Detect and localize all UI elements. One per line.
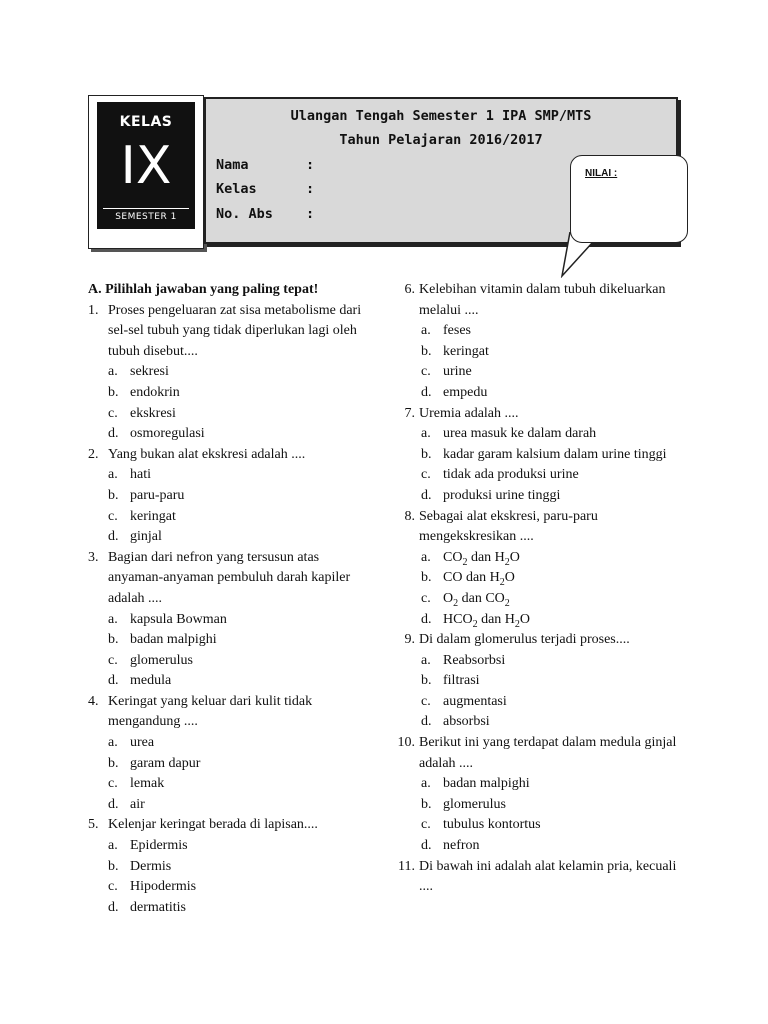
option-text: dermatitis xyxy=(130,899,186,915)
answer-option[interactable] xyxy=(88,610,368,631)
question-number: 4. xyxy=(88,693,99,709)
answer-option[interactable] xyxy=(88,774,368,795)
answer-option[interactable] xyxy=(395,486,685,507)
option-text: tubulus kontortus xyxy=(443,817,541,833)
answer-option[interactable] xyxy=(395,362,685,383)
option-letter: b. xyxy=(421,570,432,586)
questions-column-left xyxy=(88,280,368,918)
option-letter: d. xyxy=(108,796,119,812)
option-text: urea masuk ke dalam darah xyxy=(443,426,597,442)
answer-option[interactable] xyxy=(88,671,368,692)
option-letter: b. xyxy=(108,384,119,400)
option-letter: a. xyxy=(108,838,118,854)
question-number: 11. xyxy=(398,858,415,874)
option-text: filtrasi xyxy=(443,673,480,689)
option-text: keringat xyxy=(443,343,489,359)
answer-option[interactable] xyxy=(88,362,368,383)
answer-option[interactable] xyxy=(88,795,368,816)
question-text: Di dalam glomerulus terjadi proses.... xyxy=(419,632,630,648)
option-text: produksi urine tinggi xyxy=(443,487,561,503)
academic-year: Tahun Pelajaran 2016/2017 xyxy=(339,132,543,148)
question-number: 1. xyxy=(88,302,99,318)
class-field[interactable] xyxy=(216,181,314,197)
option-letter: c. xyxy=(108,652,118,668)
formula-subscript: 2 xyxy=(504,556,510,568)
option-text: paru-paru xyxy=(130,487,185,503)
option-text: badan malpighi xyxy=(130,632,217,648)
section-heading: A. Pilihlah jawaban yang paling tepat! xyxy=(88,282,319,297)
question-3 xyxy=(88,548,368,610)
formula-text: O xyxy=(504,570,515,586)
class-separator: : xyxy=(306,181,315,197)
option-text xyxy=(443,590,510,609)
question-2 xyxy=(88,445,368,466)
question-7 xyxy=(395,404,685,425)
answer-option[interactable] xyxy=(395,815,685,836)
option-text: feses xyxy=(443,323,471,339)
question-number: 6. xyxy=(404,282,415,297)
question-number: 3. xyxy=(88,549,99,565)
option-text: garam dapur xyxy=(130,755,201,771)
question-text: Yang bukan alat ekskresi adalah .... xyxy=(108,446,306,462)
answer-option[interactable] xyxy=(395,836,685,857)
option-letter: b. xyxy=(108,487,119,503)
option-text: medula xyxy=(130,673,172,689)
option-letter: b. xyxy=(421,343,432,359)
option-text: nefron xyxy=(443,838,480,854)
option-text xyxy=(443,549,520,568)
option-text: empedu xyxy=(443,384,488,400)
option-letter: a. xyxy=(421,426,431,442)
option-letter: a. xyxy=(108,735,118,751)
option-text: air xyxy=(130,796,145,812)
grade-label: IX xyxy=(120,136,172,196)
option-letter: b. xyxy=(421,673,432,689)
question-11 xyxy=(395,857,685,898)
formula-text: O xyxy=(509,549,520,565)
absence-number-label: No. Abs xyxy=(216,206,273,222)
option-letter: d. xyxy=(421,714,432,730)
question-8 xyxy=(395,507,685,548)
option-letter: b. xyxy=(108,632,119,648)
question-number: 8. xyxy=(404,508,415,524)
score-label: NILAI : xyxy=(585,168,618,179)
answer-option[interactable] xyxy=(88,898,368,919)
formula-subscript: 2 xyxy=(514,618,520,630)
option-text: urine xyxy=(443,364,472,380)
option-text: glomerulus xyxy=(130,652,193,668)
option-text: endokrin xyxy=(130,384,180,400)
option-text: Epidermis xyxy=(130,838,188,854)
question-text: Uremia adalah .... xyxy=(419,405,519,421)
answer-option[interactable] xyxy=(88,754,368,775)
question-5 xyxy=(88,815,368,836)
option-text: hati xyxy=(130,467,151,483)
formula-subscript: 2 xyxy=(504,597,510,609)
question-number: 2. xyxy=(88,446,99,462)
kelas-label: KELAS xyxy=(119,114,173,130)
formula-text: O xyxy=(443,590,454,606)
formula-text: CO dan H xyxy=(443,570,500,586)
answer-option[interactable] xyxy=(395,383,685,404)
answer-option[interactable] xyxy=(395,465,685,486)
question-9 xyxy=(395,630,685,651)
option-letter: c. xyxy=(421,364,431,380)
option-text: glomerulus xyxy=(443,796,506,812)
option-text xyxy=(443,611,531,630)
option-text: kapsula Bowman xyxy=(130,611,227,627)
answer-option[interactable] xyxy=(88,836,368,857)
option-letter: c. xyxy=(108,508,118,524)
option-letter: a. xyxy=(108,467,118,483)
option-text: augmentasi xyxy=(443,693,507,709)
answer-option[interactable] xyxy=(395,795,685,816)
answer-option[interactable] xyxy=(395,445,685,466)
exam-title: Ulangan Tengah Semester 1 IPA SMP/MTS xyxy=(290,108,592,124)
option-letter: b. xyxy=(421,796,432,812)
score-box[interactable] xyxy=(570,155,688,243)
semester-label: SEMESTER 1 xyxy=(103,208,189,222)
option-text: Hipodermis xyxy=(130,879,197,895)
option-letter: c. xyxy=(108,879,118,895)
option-letter: c. xyxy=(108,776,118,792)
option-letter: c. xyxy=(421,817,431,833)
formula-text: CO xyxy=(443,549,463,565)
name-separator: : xyxy=(306,157,315,173)
questions-column-right xyxy=(395,280,685,898)
class-badge xyxy=(88,95,204,249)
option-text: Reabsorbsi xyxy=(443,652,506,668)
class-label: Kelas xyxy=(216,181,257,197)
option-text: absorbsi xyxy=(443,714,490,730)
option-letter: d. xyxy=(108,899,119,915)
answer-option[interactable] xyxy=(88,404,368,425)
option-letter: b. xyxy=(108,755,119,771)
answer-option[interactable] xyxy=(88,507,368,528)
question-number: 7. xyxy=(404,405,415,421)
option-letter: c. xyxy=(108,405,118,421)
option-letter: d. xyxy=(108,673,119,689)
option-letter: d. xyxy=(108,426,119,442)
question-number: 5. xyxy=(88,817,99,833)
formula-subscript: 2 xyxy=(453,597,459,609)
answer-option[interactable] xyxy=(395,671,685,692)
answer-option[interactable] xyxy=(88,733,368,754)
option-letter: d. xyxy=(421,384,432,400)
answer-option[interactable] xyxy=(395,321,685,342)
formula-text: dan CO xyxy=(458,590,505,606)
option-letter: a. xyxy=(421,776,431,792)
option-text: tidak ada produksi urine xyxy=(443,467,579,483)
option-text: badan malpighi xyxy=(443,776,530,792)
question-4 xyxy=(88,692,368,733)
option-text: osmoregulasi xyxy=(130,426,205,442)
answer-option[interactable] xyxy=(88,527,368,548)
question-text: Sebagai alat ekskresi, paru-paru mengekskresikan .... xyxy=(419,508,598,545)
formula-text: dan H xyxy=(467,549,505,565)
option-text: kadar garam kalsium dalam urine tinggi xyxy=(443,446,667,462)
answer-option[interactable] xyxy=(88,486,368,507)
option-text xyxy=(443,570,515,589)
answer-option[interactable] xyxy=(88,424,368,445)
question-text: Kelenjar keringat berada di lapisan.... xyxy=(108,817,318,833)
option-letter: c. xyxy=(421,590,431,606)
answer-option[interactable] xyxy=(88,630,368,651)
option-letter: a. xyxy=(421,549,431,565)
question-text: Bagian dari nefron yang tersusun atas anyaman-anyaman pembuluh darah kapiler adalah .... xyxy=(108,549,351,606)
option-letter: a. xyxy=(108,611,118,627)
name-field[interactable] xyxy=(216,157,314,173)
question-text: Berikut ini yang terdapat dalam medula ginjal adalah .... xyxy=(419,735,677,771)
question-text: Kelebihan vitamin dalam tubuh dikeluarkan melalui .... xyxy=(419,282,666,318)
answer-option[interactable] xyxy=(88,651,368,672)
question-number: 10. xyxy=(397,735,415,751)
formula-subscript: 2 xyxy=(499,577,505,589)
option-letter: d. xyxy=(421,611,432,627)
formula-text: HCO xyxy=(443,611,473,627)
answer-option[interactable] xyxy=(395,712,685,733)
formula-subscript: 2 xyxy=(462,556,468,568)
option-letter: a. xyxy=(421,323,431,339)
option-text: urea xyxy=(130,735,155,751)
question-1 xyxy=(88,301,368,363)
option-text: Dermis xyxy=(130,858,172,874)
answer-option[interactable] xyxy=(88,877,368,898)
option-text: ginjal xyxy=(130,529,162,545)
absence-number-field[interactable] xyxy=(216,206,314,222)
option-letter: d. xyxy=(421,487,432,503)
answer-option[interactable] xyxy=(395,548,685,569)
answer-option[interactable] xyxy=(395,692,685,713)
answer-option[interactable] xyxy=(88,857,368,878)
question-text: Keringat yang keluar dari kulit tidak mengandung .... xyxy=(108,693,313,730)
formula-subscript: 2 xyxy=(472,618,478,630)
answer-option[interactable] xyxy=(395,424,685,445)
question-6 xyxy=(395,280,685,321)
name-label: Nama xyxy=(216,157,249,173)
answer-option[interactable] xyxy=(395,610,685,631)
option-text: lemak xyxy=(130,776,165,792)
option-letter: b. xyxy=(108,858,119,874)
answer-option[interactable] xyxy=(88,383,368,404)
answer-option[interactable] xyxy=(88,465,368,486)
option-letter: d. xyxy=(421,838,432,854)
option-letter: d. xyxy=(108,529,119,545)
option-text: ekskresi xyxy=(130,405,176,421)
question-number: 9. xyxy=(404,632,415,648)
absence-number-separator: : xyxy=(306,206,315,222)
question-10 xyxy=(395,733,685,774)
option-letter: c. xyxy=(421,693,431,709)
answer-option[interactable] xyxy=(395,774,685,795)
option-letter: a. xyxy=(108,364,118,380)
option-letter: a. xyxy=(421,652,431,668)
question-text: Di bawah ini adalah alat kelamin pria, kecuali .... xyxy=(419,858,677,895)
formula-text: O xyxy=(519,611,531,627)
question-text: Proses pengeluaran zat sisa metabolisme dari sel-sel tubuh yang tidak diperlukan lagi oleh tubuh disebut.... xyxy=(108,302,362,359)
option-letter: c. xyxy=(421,467,431,483)
answer-option[interactable] xyxy=(395,651,685,672)
class-badge-panel xyxy=(97,102,195,229)
answer-option[interactable] xyxy=(395,589,685,610)
option-text: sekresi xyxy=(130,364,169,380)
formula-text: dan H xyxy=(477,611,515,627)
option-text: keringat xyxy=(130,508,176,524)
answer-option[interactable] xyxy=(395,568,685,589)
option-letter: b. xyxy=(421,446,432,462)
answer-option[interactable] xyxy=(395,342,685,363)
